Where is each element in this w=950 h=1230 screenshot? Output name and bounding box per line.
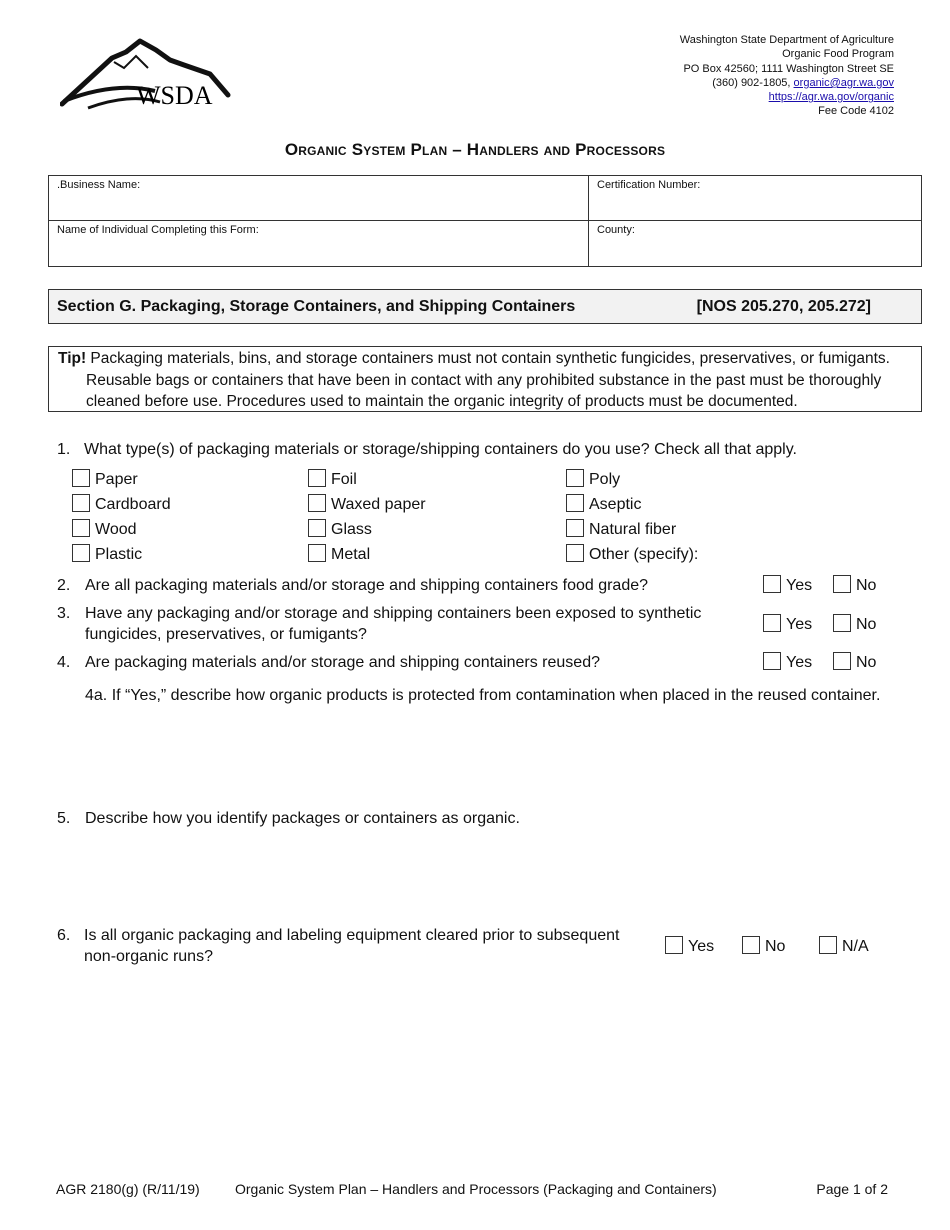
checkbox-wood[interactable] [72, 519, 137, 540]
county-field[interactable]: County: [597, 224, 635, 236]
website-link[interactable]: https://agr.wa.gov/organic [768, 91, 894, 104]
checkbox-plastic[interactable] [72, 544, 142, 565]
option-label: Natural fiber [589, 521, 677, 538]
checkbox-metal[interactable] [308, 544, 370, 565]
checkbox-poly[interactable] [566, 469, 620, 490]
individual-name-field[interactable]: Name of Individual Completing this Form: [49, 221, 589, 266]
footer-form-name: Organic System Plan – Handlers and Processors (Packaging and Containers) [235, 1181, 717, 1197]
question-4a: 4a. If “Yes,” describe how organic products is protected from contamination when placed in the reused container. [85, 687, 881, 704]
option-label: Glass [331, 521, 372, 538]
q2-no-checkbox[interactable] [833, 575, 876, 595]
q4-yes-checkbox[interactable] [763, 652, 812, 672]
checkbox-box[interactable] [833, 614, 851, 632]
agency-info [680, 33, 894, 119]
wsda-logo-graphic [60, 38, 235, 116]
option-label: Poly [589, 471, 621, 488]
checkbox-paper[interactable] [72, 469, 138, 490]
option-label: Plastic [95, 546, 143, 563]
option-label: Yes [786, 654, 813, 671]
q6-yes-checkbox[interactable] [665, 936, 714, 956]
option-label: Wood [95, 521, 137, 538]
checkbox-cardboard[interactable] [72, 494, 171, 515]
checkbox-foil[interactable] [308, 469, 357, 490]
option-label: Waxed paper [331, 496, 426, 513]
question-text: Are all packaging materials and/or storage and shipping containers food grade? [85, 577, 649, 594]
checkbox-box[interactable] [763, 614, 781, 632]
q6-na-checkbox[interactable] [819, 936, 869, 956]
option-label: Other (specify): [589, 546, 699, 563]
section-reference: [NOS 205.270, 205.272] [696, 298, 871, 315]
option-label: Aseptic [589, 496, 642, 513]
checkbox-box[interactable] [742, 936, 760, 954]
q4a-answer-area[interactable] [85, 712, 915, 802]
phone-number: (360) 902-1805, [712, 76, 794, 89]
question-number: 6. [57, 927, 71, 944]
certification-number-field[interactable]: Certification Number: [589, 176, 921, 221]
option-label: Metal [331, 546, 371, 563]
contact-line [680, 76, 894, 90]
option-label: Paper [95, 471, 138, 488]
checkbox-box[interactable] [819, 936, 837, 954]
tip-box [48, 346, 922, 412]
option-label: Foil [331, 471, 357, 488]
checkbox-box[interactable] [308, 544, 326, 562]
question-text: Is all organic packaging and labeling equipment cleared prior to subsequent non-organic runs? [84, 927, 620, 965]
checkbox-box[interactable] [72, 494, 90, 512]
checkbox-box[interactable] [308, 494, 326, 512]
question-number: 1. [57, 441, 71, 458]
option-label: No [856, 654, 877, 671]
q3-yes-checkbox[interactable] [763, 614, 812, 634]
footer-page-number: Page 1 of 2 [816, 1181, 888, 1197]
mailing-address: PO Box 42560; 1111 Washington Street SE [683, 62, 894, 75]
option-label: Yes [786, 616, 813, 633]
email-link[interactable]: organic@agr.wa.gov [793, 76, 894, 89]
q6-no-checkbox[interactable] [742, 936, 785, 956]
question-number: 3. [57, 605, 71, 622]
question-number: 4. [57, 654, 71, 671]
logo-text: WSDA [136, 81, 213, 110]
option-label: No [856, 616, 877, 633]
agency-name: Washington State Department of Agriculture [679, 34, 894, 46]
question-text: Are packaging materials and/or storage and shipping containers reused? [85, 654, 600, 671]
checkbox-box[interactable] [72, 544, 90, 562]
checkbox-glass[interactable] [308, 519, 372, 540]
checkbox-other-specify[interactable] [566, 544, 698, 565]
option-label: No [765, 938, 786, 955]
checkbox-box[interactable] [308, 519, 326, 537]
question-number: 2. [57, 577, 71, 594]
option-label: Cardboard [95, 496, 171, 513]
checkbox-natural-fiber[interactable] [566, 519, 676, 540]
option-label: Yes [786, 577, 813, 594]
checkbox-aseptic[interactable] [566, 494, 641, 515]
checkbox-box[interactable] [72, 519, 90, 537]
wsda-logo [60, 38, 235, 116]
checkbox-box[interactable] [566, 519, 584, 537]
option-label: N/A [842, 938, 869, 955]
applicant-info-grid [48, 175, 922, 267]
q5-answer-area[interactable] [85, 834, 915, 920]
form-title: Organic System Plan – Handlers and Processors [284, 140, 666, 159]
option-label: No [856, 577, 877, 594]
question-number: 5. [57, 810, 71, 827]
checkbox-box[interactable] [566, 544, 584, 562]
program-name: Organic Food Program [782, 48, 894, 61]
q3-no-checkbox[interactable] [833, 614, 876, 634]
checkbox-waxed-paper[interactable] [308, 494, 426, 515]
checkbox-box[interactable] [763, 652, 781, 670]
tip-text: Packaging materials, bins, and storage containers must not contain synthetic fungicides, preservatives, or fumigants. Reusable bags or containers that have been in contact with any prohibited substance in the past must be thoroughly cleaned before use. Procedures used to maintain the organic integrity of products must be documented. [86, 350, 890, 410]
section-title: Section G. Packaging, Storage Containers, and Shipping Containers [57, 298, 576, 315]
fee-code: Fee Code 4102 [818, 105, 894, 118]
section-header [48, 289, 922, 324]
checkbox-box[interactable] [308, 469, 326, 487]
checkbox-box[interactable] [665, 936, 683, 954]
q4-no-checkbox[interactable] [833, 652, 876, 672]
question-text: Describe how you identify packages or containers as organic. [85, 810, 520, 827]
q2-yes-checkbox[interactable] [763, 575, 812, 595]
checkbox-box[interactable] [566, 494, 584, 512]
option-label: Yes [688, 938, 715, 955]
checkbox-box[interactable] [833, 575, 851, 593]
tip-label: Tip! [58, 350, 87, 367]
footer-form-id: AGR 2180(g) (R/11/19) [56, 1181, 200, 1197]
question-text: What type(s) of packaging materials or storage/shipping containers do you use? Check all that apply. [84, 441, 797, 458]
checkbox-box[interactable] [566, 469, 584, 487]
checkbox-box[interactable] [763, 575, 781, 593]
checkbox-box[interactable] [833, 652, 851, 670]
business-name-field[interactable]: .Business Name: [49, 176, 589, 221]
checkbox-box[interactable] [72, 469, 90, 487]
question-text: Have any packaging and/or storage and shipping containers been exposed to synthetic fungicides, preservatives, or fumigants? [85, 605, 702, 643]
